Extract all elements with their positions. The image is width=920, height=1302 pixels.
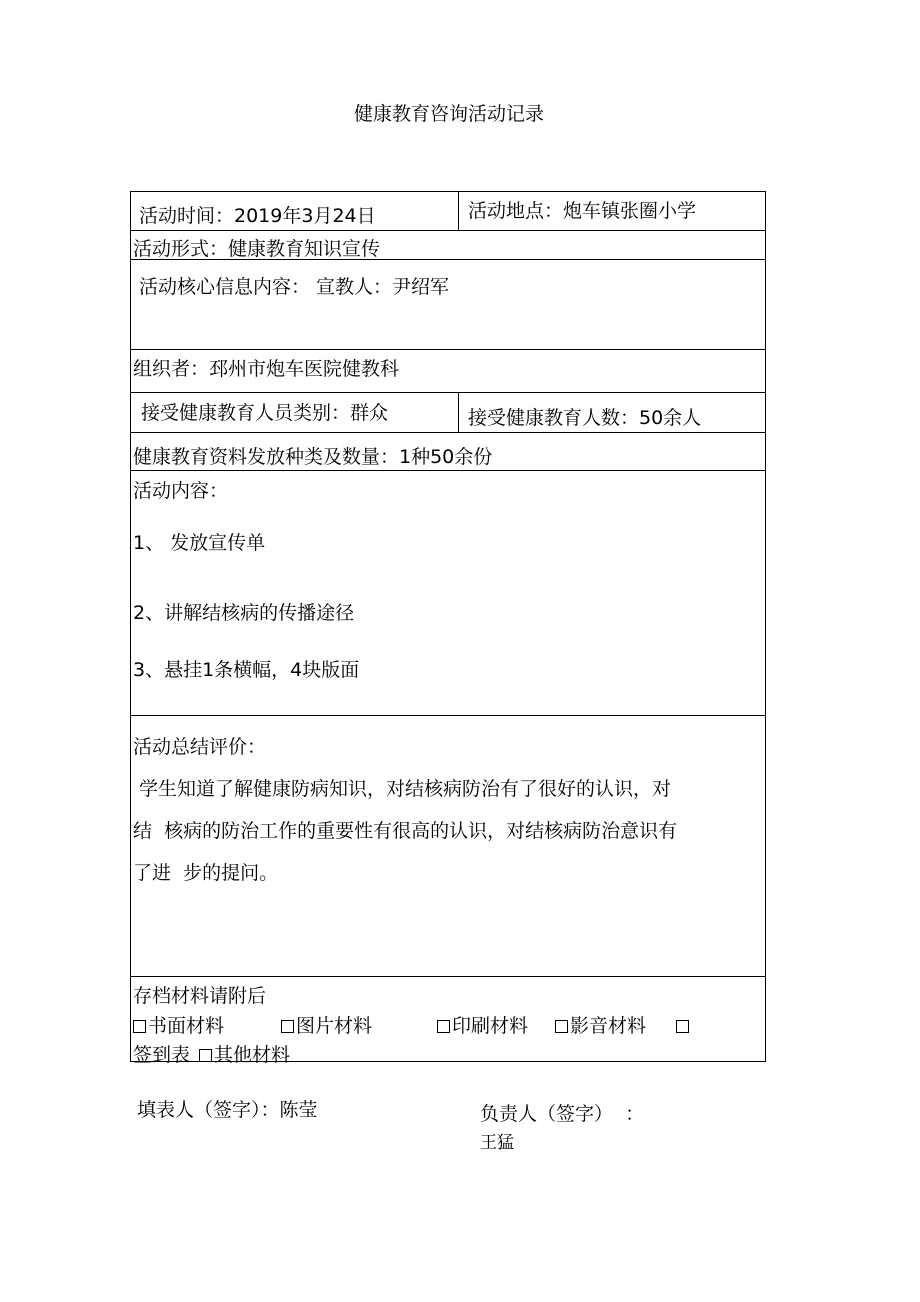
content-heading: 活动内容： bbox=[133, 480, 229, 502]
audience-count: 接受健康教育人数：50余人 bbox=[468, 407, 702, 429]
record-table bbox=[130, 191, 766, 1062]
archive-option[interactable]: 图片材料 bbox=[281, 1011, 372, 1038]
row-divider bbox=[131, 432, 765, 433]
row-divider bbox=[131, 976, 765, 977]
archive-option[interactable]: 其他材料 bbox=[199, 1040, 290, 1067]
activity-form: 活动形式：健康教育知识宣传 bbox=[133, 238, 381, 260]
checkbox[interactable] bbox=[199, 1049, 212, 1062]
responsible-signature-name: 王猛 bbox=[480, 1133, 514, 1153]
organizer: 组织者：邳州市炮车医院健教科 bbox=[133, 358, 400, 380]
summary-line: 学生知道了解健康防病知识，对结核病防治有了很好的认识，对 bbox=[133, 778, 672, 800]
summary-line: 结 核病的防治工作的重要性有很高的认识，对结核病防治意识有 bbox=[133, 820, 678, 842]
content-item: 2、讲解结核病的传播途径 bbox=[133, 602, 355, 624]
checkbox[interactable] bbox=[133, 1020, 146, 1033]
content-item: 3、悬挂1条横幅，4块版面 bbox=[133, 659, 360, 681]
archive-option[interactable]: 书面材料 bbox=[133, 1011, 224, 1038]
core-info: 活动核心信息内容： 宣教人：尹绍军 bbox=[139, 276, 450, 298]
checkbox[interactable] bbox=[676, 1017, 691, 1036]
row-divider bbox=[131, 392, 765, 393]
row-divider bbox=[131, 715, 765, 716]
content-item: 1、 发放宣传单 bbox=[133, 532, 266, 554]
row-divider bbox=[131, 470, 765, 471]
page-title: 健康教育咨询活动记录 bbox=[353, 103, 544, 125]
materials-distributed: 健康教育资料发放种类及数量：1种50余份 bbox=[133, 446, 493, 468]
column-divider bbox=[458, 392, 459, 432]
checkbox[interactable] bbox=[555, 1020, 568, 1033]
summary-line: 了进 步的提问。 bbox=[133, 862, 279, 884]
filler-signature: 填表人（签字）：陈莹 bbox=[137, 1099, 318, 1121]
column-divider bbox=[458, 192, 459, 230]
archive-option[interactable]: 影音材料 bbox=[555, 1011, 646, 1038]
activity-time: 活动时间：2019年3月24日 bbox=[139, 205, 376, 227]
archive-option[interactable]: 签到表 bbox=[133, 1044, 191, 1066]
archive-heading: 存档材料请附后 bbox=[133, 985, 267, 1007]
checkbox[interactable] bbox=[281, 1020, 294, 1033]
archive-option[interactable]: 印刷材料 bbox=[437, 1011, 528, 1038]
audience-category: 接受健康教育人员类别：群众 bbox=[141, 402, 389, 424]
summary-heading: 活动总结评价： bbox=[133, 736, 267, 758]
row-divider bbox=[131, 230, 765, 231]
responsible-signature-label: 负责人（签字） ： bbox=[480, 1103, 645, 1125]
checkbox[interactable] bbox=[437, 1020, 450, 1033]
activity-place: 活动地点：炮车镇张圈小学 bbox=[468, 200, 697, 222]
row-divider bbox=[131, 349, 765, 350]
